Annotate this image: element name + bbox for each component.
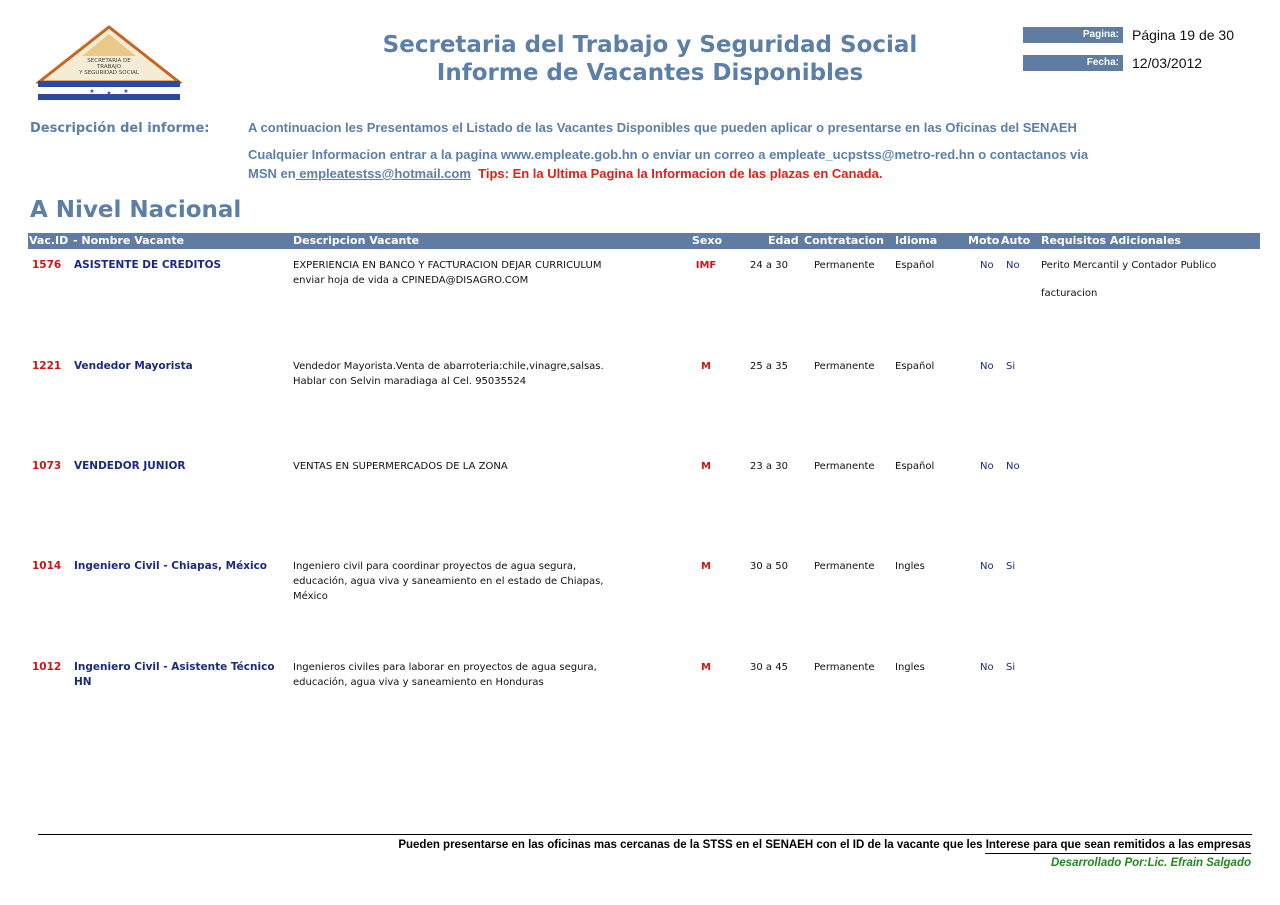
section-title: A Nivel Nacional <box>30 197 242 223</box>
svg-text:Y SEGURIDAD SOCIAL: Y SEGURIDAD SOCIAL <box>79 70 139 76</box>
vac-idioma: Ingles <box>895 662 925 673</box>
pagina-value: Página 19 de 30 <box>1132 27 1234 43</box>
vac-edad: 30 a 45 <box>750 662 788 673</box>
col-auto: Auto <box>1001 234 1031 247</box>
vac-idioma: Español <box>895 260 935 271</box>
vac-id: 1576 <box>32 259 62 271</box>
svg-text:SECRETARIA DE: SECRETARIA DE <box>87 58 131 64</box>
vac-sexo: M <box>701 461 711 472</box>
vac-description: EXPERIENCIA EN BANCO Y FACTURACION DEJAR CURRICULUM enviar hoja de vida a CPINEDA@DISAGRO.COM <box>293 260 602 286</box>
vac-edad: 30 a 50 <box>750 561 788 572</box>
col-nombre-vacante: - Nombre Vacante <box>73 234 185 247</box>
vac-sexo: IMF <box>695 260 717 271</box>
requisito-1: Perito Mercantil y Contador Publico <box>1041 260 1217 271</box>
col-idioma: Idioma <box>895 234 938 247</box>
vac-description: VENTAS EN SUPERMERCADOS DE LA ZONA <box>293 461 508 472</box>
pagina-label: Pagina: <box>1023 27 1123 43</box>
vac-edad: 23 a 30 <box>750 461 788 472</box>
vac-moto: No <box>980 461 994 472</box>
col-edad: Edad <box>768 234 799 247</box>
vac-moto: No <box>980 561 994 572</box>
table-row <box>0 660 1280 760</box>
vac-id: 1012 <box>32 661 62 673</box>
table-row <box>0 559 1280 659</box>
msn-prefix: MSN en <box>248 166 296 181</box>
footer-divider <box>38 834 1252 835</box>
col-moto: Moto <box>968 234 1000 247</box>
vac-description: Ingeniero civil para coordinar proyectos de agua segura, educación, agua viva y saneamiento en el estado de Chiapas, México <box>293 561 604 602</box>
col-vac-id: Vac.ID <box>29 234 69 247</box>
vac-contratacion: Permanente <box>814 461 875 472</box>
footer-note: Pueden presentarse en las oficinas mas cercanas de la STSS en el SENAEH con el ID de la vacante que les Interese para que sean remitidos a las empresas <box>398 839 1251 851</box>
table-header <box>28 233 1260 249</box>
report-title: Secretaria del Trabajo y Seguridad Social <box>382 32 918 58</box>
svg-text:★: ★ <box>89 88 95 95</box>
vac-contratacion: Permanente <box>814 561 875 572</box>
svg-text:TRABAJO: TRABAJO <box>96 64 122 70</box>
vac-auto: No <box>1006 461 1020 472</box>
msn-email-link[interactable]: empleatestss@hotmail.com <box>295 166 471 181</box>
table-row <box>0 359 1280 459</box>
description-label: Descripción del informe: <box>30 121 210 136</box>
table-row <box>0 459 1280 559</box>
vac-auto: Si <box>1006 662 1016 673</box>
description-line-1: A continuacion les Presentamos el Listado de las Vacantes Disponibles que pueden aplicar o presentarse en las Oficinas del SENAEH <box>248 120 1077 135</box>
vac-description: Vendedor Mayorista.Venta de abarroteria:chile,vinagre,salsas. Hablar con Selvin maradiaga al Cel. 95035524 <box>293 361 604 387</box>
svg-text:★: ★ <box>123 88 129 95</box>
svg-text:★: ★ <box>106 90 112 97</box>
vac-contratacion: Permanente <box>814 260 875 271</box>
table-row <box>0 258 1280 358</box>
vac-name: VENDEDOR JUNIOR <box>74 460 186 472</box>
vac-id: 1073 <box>32 460 62 472</box>
vac-contratacion: Permanente <box>814 361 875 372</box>
vac-requisitos <box>1041 258 1261 301</box>
vac-idioma: Español <box>895 461 935 472</box>
tips-text: Tips: En la Ultima Pagina la Informacion de las plazas en Canada. <box>478 166 883 181</box>
vac-moto: No <box>980 260 994 271</box>
vac-auto: No <box>1006 260 1020 271</box>
vac-sexo: M <box>701 561 711 572</box>
vac-contratacion: Permanente <box>814 662 875 673</box>
vac-moto: No <box>980 662 994 673</box>
vac-auto: Si <box>1006 561 1016 572</box>
stss-logo <box>36 24 182 104</box>
vac-edad: 24 a 30 <box>750 260 788 271</box>
requisito-2: facturacion <box>1041 288 1098 299</box>
vac-name: Ingeniero Civil - Asistente Técnico HN <box>74 661 275 688</box>
vac-edad: 25 a 35 <box>750 361 788 372</box>
vac-description: Ingenieros civiles para laborar en proyectos de agua segura, educación, agua viva y saneamiento en Honduras <box>293 662 597 688</box>
fecha-value: 12/03/2012 <box>1132 55 1203 71</box>
vac-name: Ingeniero Civil - Chiapas, México <box>74 560 268 572</box>
col-sexo: Sexo <box>692 234 723 247</box>
col-contratacion: Contratacion <box>804 234 884 247</box>
description-line-2: Cualquier Informacion entrar a la pagina www.empleate.gob.hn o enviar un correo a empleate_ucpstss@metro-red.hn o contactanos via <box>248 147 1089 162</box>
vac-idioma: Español <box>895 361 935 372</box>
vac-sexo: M <box>701 662 711 673</box>
vac-id: 1014 <box>32 560 62 572</box>
description-line-3 <box>248 166 882 181</box>
footer-credit: Desarrollado Por:Lic. Efrain Salgado <box>1050 857 1251 869</box>
vac-idioma: Ingles <box>895 561 925 572</box>
footer-note-underline <box>985 853 1251 854</box>
report-subtitle: Informe de Vacantes Disponibles <box>436 60 864 86</box>
vac-sexo: M <box>701 361 711 372</box>
col-requisitos: Requisitos Adicionales <box>1041 234 1181 247</box>
col-descripcion: Descripcion Vacante <box>293 234 420 247</box>
fecha-label: Fecha: <box>1023 55 1123 71</box>
vac-name: Vendedor Mayorista <box>74 360 193 372</box>
vac-moto: No <box>980 361 994 372</box>
vac-name: ASISTENTE DE CREDITOS <box>74 259 222 271</box>
vac-auto: Si <box>1006 361 1016 372</box>
vac-id: 1221 <box>32 360 62 372</box>
